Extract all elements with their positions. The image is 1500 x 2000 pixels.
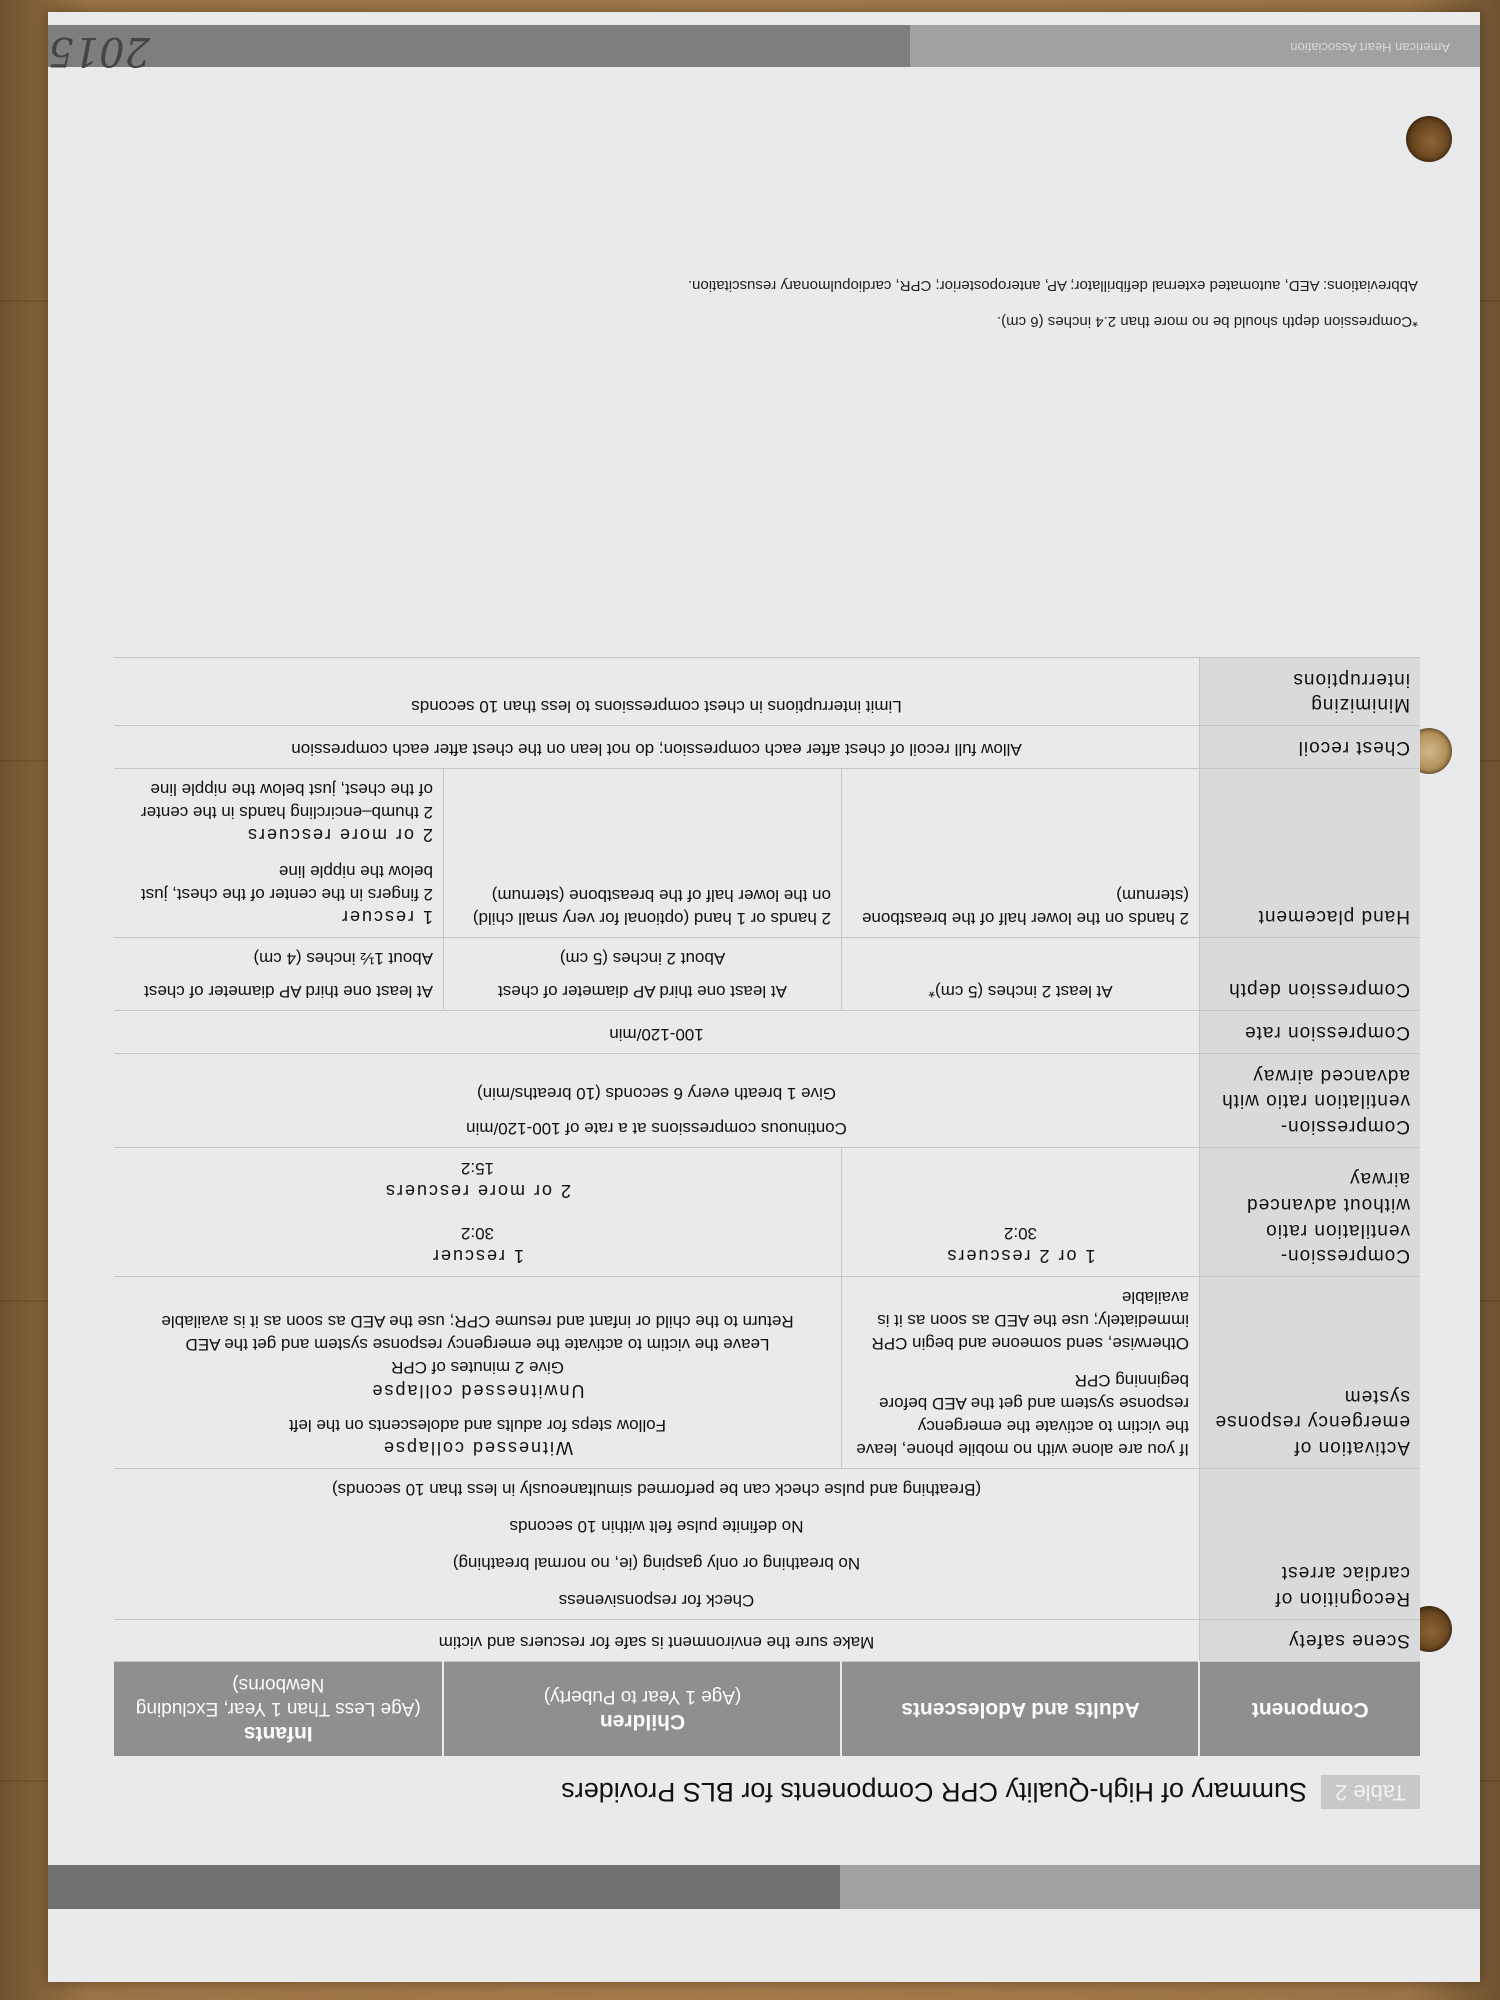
ratio-with-text: Continuous compressions at a rate of 100-120/min Give 1 breath every 6 seconds (10 breaths/min) bbox=[114, 1053, 1200, 1147]
header-children: Children (Age 1 Year to Puberty) bbox=[444, 1662, 842, 1756]
row-label: Hand placement bbox=[1200, 769, 1421, 938]
table-row bbox=[114, 1011, 1420, 1054]
document-page bbox=[48, 12, 1480, 1982]
cpr-summary-table bbox=[114, 657, 1420, 1756]
table-row bbox=[114, 726, 1420, 769]
minimizing-text: Limit interruptions in chest compressions to less than 10 seconds bbox=[114, 658, 1200, 726]
header-infants: Infants (Age Less Than 1 Year, Excluding Newborns) bbox=[114, 1662, 444, 1756]
footnote: *Compression depth should be no more than 2.4 inches (6 cm). bbox=[996, 313, 1418, 330]
depth-children: At least one third AP diameter of chest About 2 inches (5 cm) bbox=[444, 938, 842, 1011]
compression-rate-text: 100-120/min bbox=[114, 1011, 1200, 1054]
table-row bbox=[114, 1053, 1420, 1147]
page-title: Summary of High-Quality CPR Components for BLS Providers bbox=[561, 1777, 1308, 1808]
row-label: Activation of emergency response system bbox=[1200, 1277, 1421, 1469]
top-color-band bbox=[48, 1865, 1480, 1909]
ratio-children-infants: 1 rescuer 30:2 2 or more rescuers 15:2 bbox=[114, 1147, 842, 1276]
hand-infants: 1 rescuer 2 fingers in the center of the chest, just below the nipple line 2 or more rescuers 2 thumb–encircling hands in the center of the chest, just below the nipple line bbox=[114, 769, 444, 938]
depth-infants: At least one third AP diameter of chest About 1½ inches (4 cm) bbox=[114, 938, 444, 1011]
row-label: Compression depth bbox=[1200, 938, 1421, 1011]
row-label: Minimizing interruptions bbox=[1200, 658, 1421, 726]
table-heading bbox=[561, 1774, 1420, 1810]
table-row bbox=[114, 1147, 1420, 1276]
activation-adults: If you are alone with no mobile phone, leave the victim to activate the emergency response system and get the AED before beginning CPR Otherwise, send someone and begin CPR immediately; use the AED as soon as it is available bbox=[842, 1277, 1200, 1469]
table-row bbox=[114, 769, 1420, 938]
hand-adults: 2 hands on the lower half of the breastbone (sternum) bbox=[842, 769, 1200, 938]
header-component: Component bbox=[1200, 1662, 1421, 1756]
hand-children: 2 hands or 1 hand (optional for very small child) on the lower half of the breastbone (sternum) bbox=[444, 769, 842, 938]
table-row bbox=[114, 1468, 1420, 1619]
footer-brand: American Heart Association bbox=[1290, 40, 1450, 55]
row-label: Recognition of cardiac arrest bbox=[1200, 1468, 1421, 1619]
activation-children-infants: Witnessed collapse Follow steps for adults and adolescents on the left Unwitnessed collapse Give 2 minutes of CPR Leave the victim to activate the emergency response system and get the AED Return to the child or infant and resume CPR; use the AED as soon as it is available bbox=[114, 1277, 842, 1469]
chest-recoil-text: Allow full recoil of chest after each compression; do not lean on the chest after each compression bbox=[114, 726, 1200, 769]
scene-safety-text: Make sure the environment is safe for rescuers and victim bbox=[114, 1619, 1200, 1662]
handwritten-note: 2015 bbox=[48, 28, 150, 74]
row-label: Chest recoil bbox=[1200, 726, 1421, 769]
table-row bbox=[114, 658, 1420, 726]
depth-adults: At least 2 inches (5 cm)* bbox=[842, 938, 1200, 1011]
table-row bbox=[114, 1277, 1420, 1469]
row-label: Compression rate bbox=[1200, 1011, 1421, 1054]
recognition-text: Check for responsiveness No breathing or only gasping (ie, no normal breathing) No definite pulse felt within 10 seconds (Breathing and pulse check can be performed simultaneously in less than 10 seconds) bbox=[114, 1468, 1200, 1619]
row-label: Compression-ventilation ratio without advanced airway bbox=[1200, 1147, 1421, 1276]
bottom-color-band bbox=[48, 25, 1480, 67]
table-label: Table 2 bbox=[1321, 1775, 1420, 1809]
punch-hole bbox=[1406, 116, 1452, 162]
header-adults: Adults and Adolescents bbox=[842, 1662, 1200, 1756]
ratio-adults: 1 or 2 rescuers 30:2 bbox=[842, 1147, 1200, 1276]
abbreviations: Abbreviations: AED, automated external defibrillator; AP, anteroposterior; CPR, cardiopulmonary resuscitation. bbox=[687, 277, 1418, 294]
table-row bbox=[114, 1619, 1420, 1662]
row-label: Compression-ventilation ratio with advanced airway bbox=[1200, 1053, 1421, 1147]
row-label: Scene safety bbox=[1200, 1619, 1421, 1662]
table-row bbox=[114, 938, 1420, 1011]
table-header-row bbox=[114, 1662, 1420, 1756]
